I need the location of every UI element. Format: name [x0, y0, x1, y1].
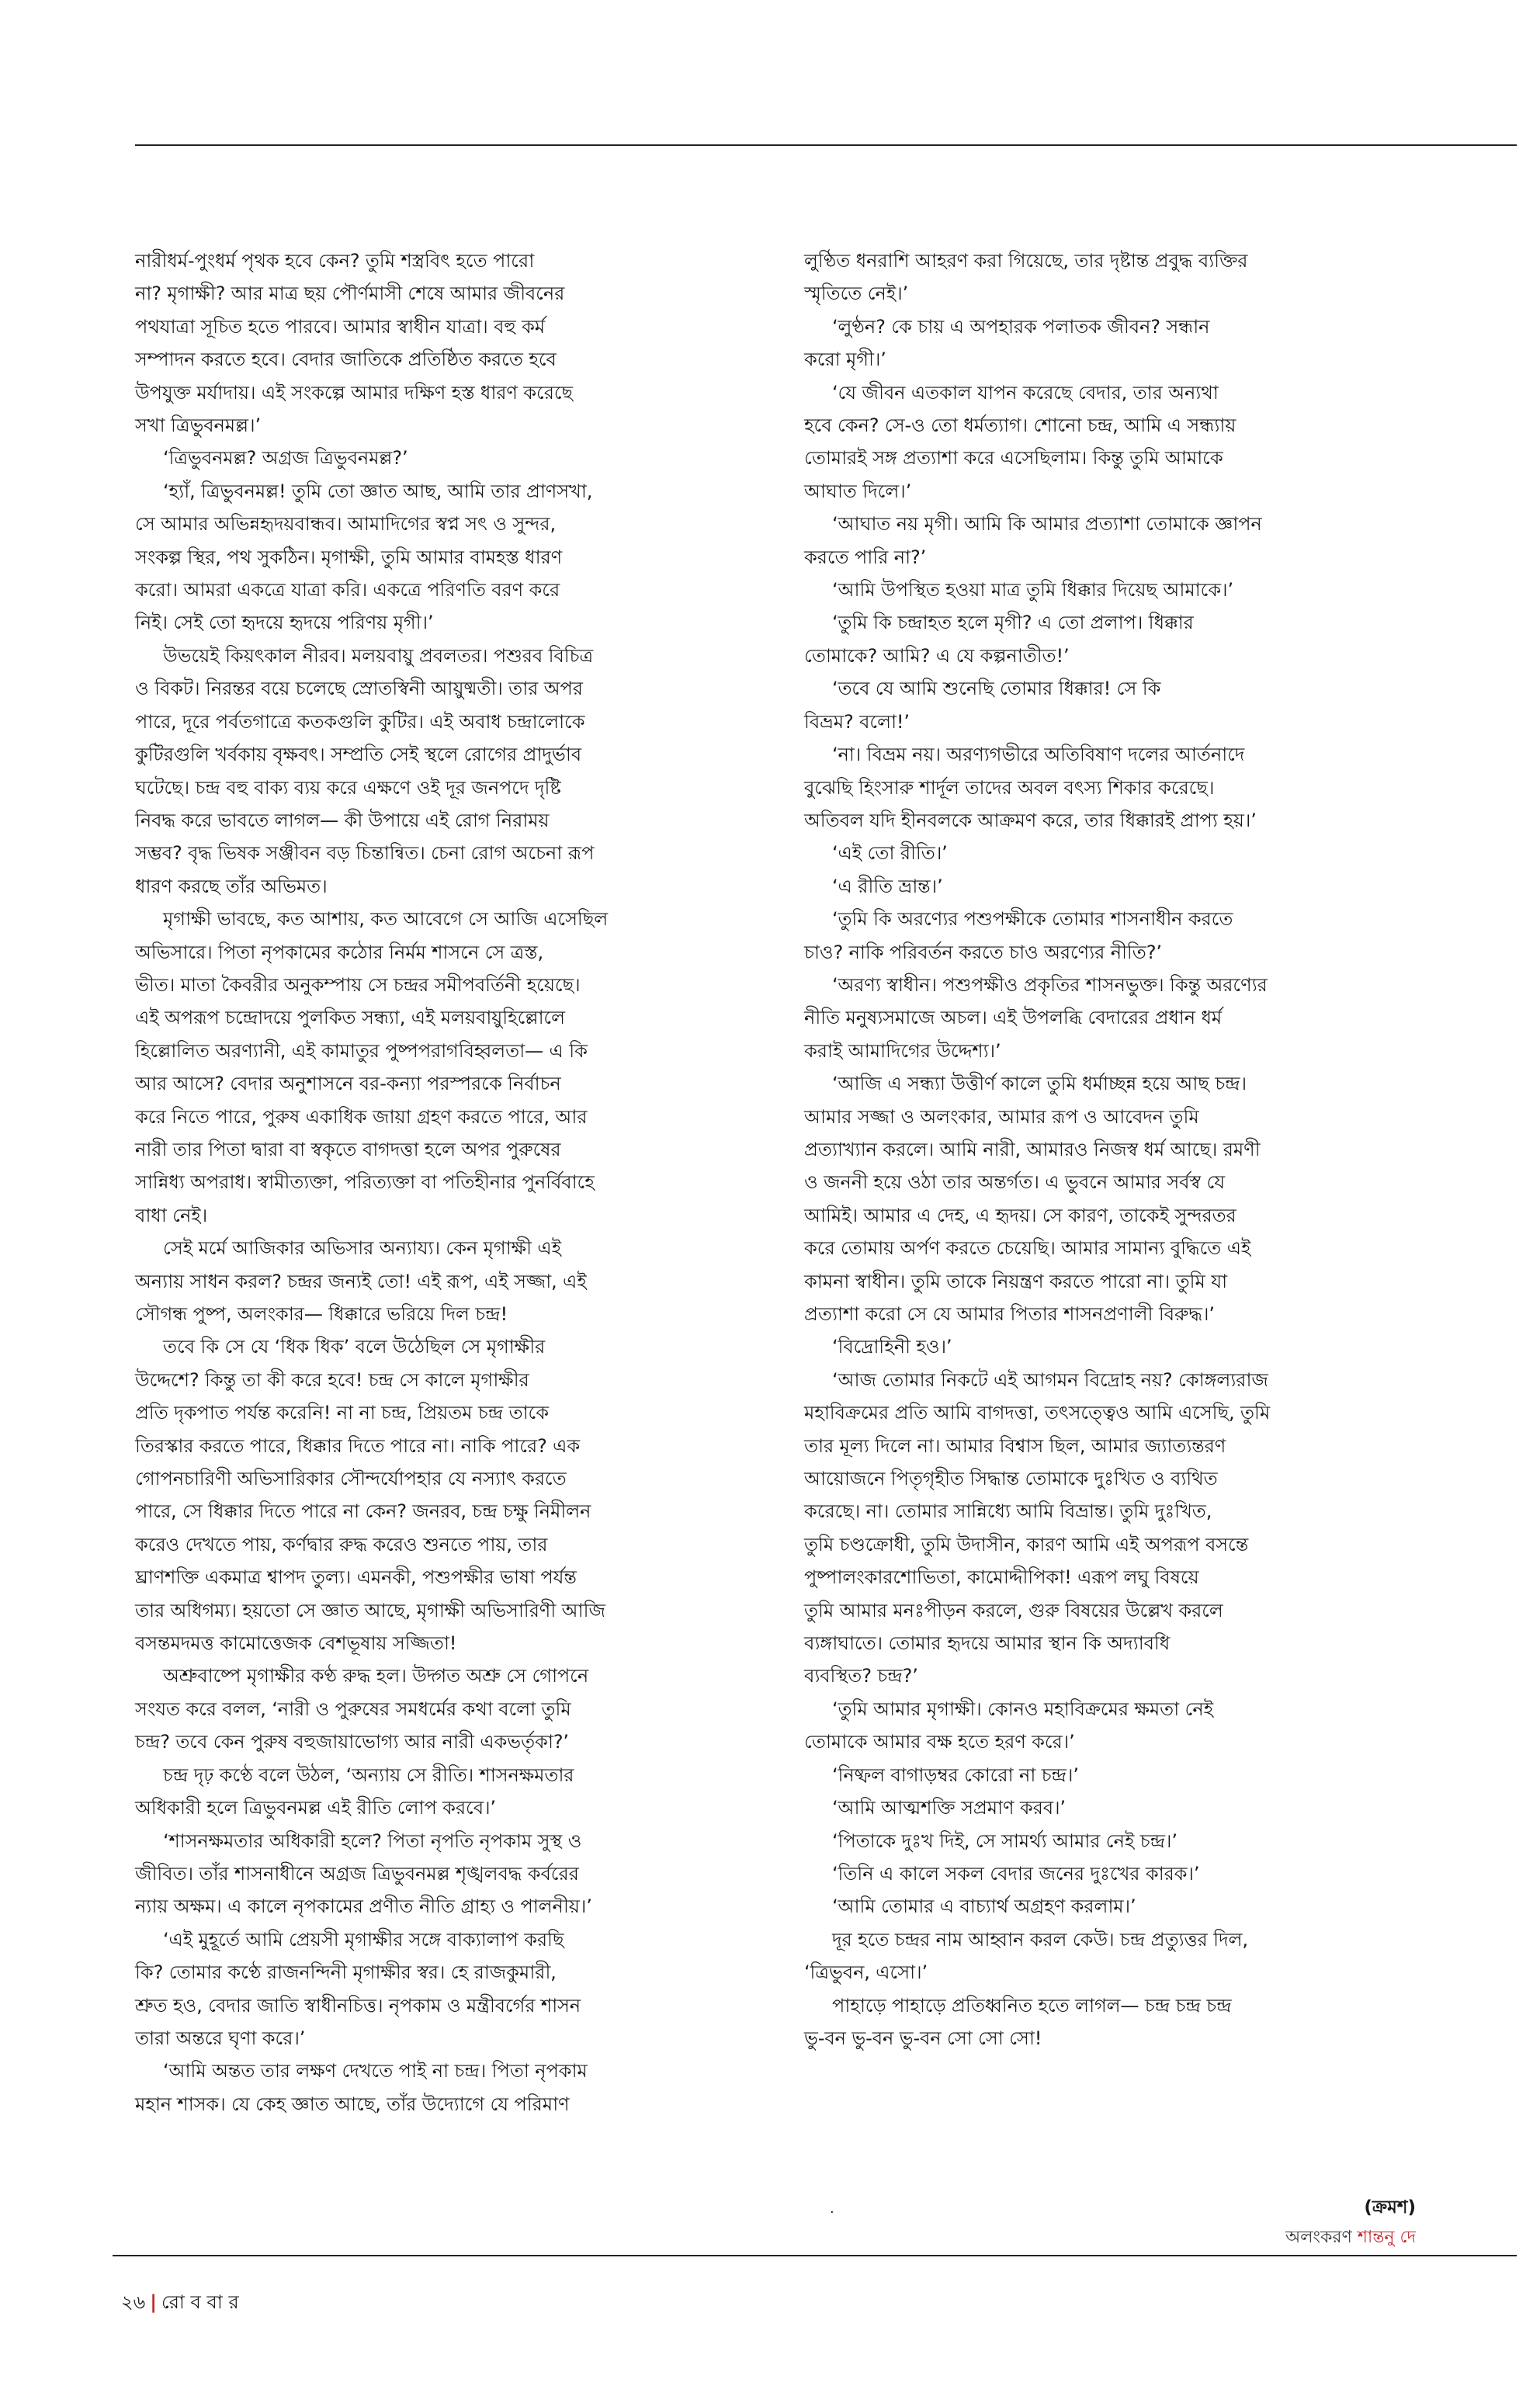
- text-line: সান্নিধ্য অপরাধ। স্বামীত্যক্তা, পরিত্যক্তা বা পতিহীনার পুনর্বিবাহে: [135, 1171, 595, 1194]
- text-line: করো। আমরা একত্রে যাত্রা করি। একত্রে পরিণতি বরণ করে: [135, 579, 560, 602]
- text-line: মহাবিক্রমের প্রতি আমি বাগদত্তা, তৎসত্ত্বেও আমি এসেছি, তুমি: [804, 1402, 1271, 1424]
- text-line: না? মৃগাক্ষী? আর মাত্র ছয় পৌর্ণমাসী শেষে আমার জীবনের: [135, 283, 565, 305]
- credit-prefix: অলংকরণ: [1285, 2228, 1352, 2247]
- text-line: ‘না। বিভ্রম নয়। অরণ্যগভীরে অতিবিষাণ দলের আর্তনাদে: [832, 744, 1245, 766]
- text-line: বুঝেছি হিংসারু শার্দূল তাদের অবল বৎস্য শিকার করেছে।: [804, 776, 1215, 799]
- text-line: সৌগন্ধ পুষ্প, অলংকার— ধিক্কারে ভরিয়ে দিল চন্দ্র!: [135, 1303, 508, 1325]
- text-line: ‘এই মুহূর্তে আমি প্রেয়সী মৃগাক্ষীর সঙ্গে বাক্যালাপ করছি: [163, 1928, 564, 1951]
- text-line: ‘আমি উপস্থিত হওয়া মাত্র তুমি ধিক্কার দিয়েছ আমাকে।’: [832, 579, 1233, 602]
- text-line: করো মৃগী।’: [804, 349, 886, 371]
- text-line: তারা অন্তরে ঘৃণা করে।’: [135, 2027, 306, 2049]
- right-column: [804, 245, 1394, 2055]
- text-line: ‘আজ তোমার নিকটে এই আগমন বিদ্রোহ নয়? কোঙ্গল্যরাজ: [832, 1368, 1268, 1391]
- text-line: কুটিরগুলি খর্বকায় বৃক্ষবৎ। সম্প্রতি সেই স্থলে রোগের প্রাদুর্ভাব: [135, 744, 582, 766]
- text-line: তুমি আমার মনঃপীড়ন করলে, গুরু বিষয়ের উল্লেখ করলে: [804, 1599, 1223, 1621]
- text-line: ‘আমি তোমার এ বাচ্যার্থ অগ্রহণ করলাম।’: [832, 1895, 1136, 1918]
- text-line: ‘তুমি কি অরণ্যের পশুপক্ষীকে তোমার শাসনাধীন করতে: [832, 908, 1233, 931]
- text-line: ‘তুমি কি চন্দ্রাহত হলে মৃগী? এ তো প্রলাপ। ধিক্কার: [832, 612, 1194, 634]
- text-line: ‘লুণ্ঠন? কে চায় এ অপহারক পলাতক জীবন? সন্ধান: [832, 315, 1210, 338]
- stray-dot: .: [830, 2201, 834, 2217]
- text-line: প্রতি দৃকপাত পর্যন্ত করেনি! না না চন্দ্র, প্রিয়তম চন্দ্র তাকে: [135, 1402, 549, 1424]
- text-line: তোমাকে? আমি? এ যে কল্পনাতীত!’: [804, 644, 1070, 667]
- text-line: মৃগাক্ষী ভাবছে, কত আশায়, কত আবেগে সে আজি এসেছিল: [163, 908, 609, 931]
- text-line: প্রত্যাখ্যান করলে। আমি নারী, আমারও নিজস্ব ধর্ম আছে। রমণী: [804, 1138, 1261, 1160]
- text-line: করাই আমাদিগের উদ্দেশ্য।’: [804, 1039, 1001, 1062]
- text-line: অধিকারী হলে ত্রিভুবনমল্ল এই রীতি লোপ করবে।’: [135, 1797, 496, 1819]
- text-line: কামনা স্বাধীন। তুমি তাকে নিয়ন্ত্রণ করতে পারো না। তুমি যা: [804, 1270, 1227, 1292]
- text-line: তার অধিগম্য। হয়তো সে জ্ঞাত আছে, মৃগাক্ষী অভিসারিণী আজি: [135, 1599, 606, 1621]
- text-line: ‘এ রীতি ভ্রান্ত।’: [832, 875, 943, 897]
- text-line: প্রত্যাশা করো সে যে আমার পিতার শাসনপ্রণালী বিরুদ্ধ।’: [804, 1303, 1215, 1325]
- text-line: চাও? নাকি পরিবর্তন করতে চাও অরণ্যের নীতি?’: [804, 941, 1162, 963]
- text-line: পথযাত্রা সূচিত হতে পারবে। আমার স্বাধীন যাত্রা। বহু কর্ম: [135, 315, 546, 338]
- text-line: ‘আমি আত্মশক্তি সপ্রমাণ করব।’: [832, 1797, 1066, 1819]
- text-line: ব্যঙ্গাঘাতে। তোমার হৃদয়ে আমার স্থান কি অদ্যাবধি: [804, 1632, 1171, 1655]
- page-number: ২৬: [121, 2291, 146, 2313]
- text-line: নারী তার পিতা দ্বারা বা স্বকৃতে বাগদত্তা হলে অপর পুরুষের: [135, 1138, 561, 1160]
- text-line: ‘শাসনক্ষমতার অধিকারী হলে? পিতা নৃপতি নৃপকাম সুস্থ ও: [163, 1829, 582, 1852]
- page-footer: [121, 2288, 239, 2319]
- text-line: তার মূল্য দিলে না। আমার বিশ্বাস ছিল, আমার জ্যাত্যন্তরণ: [804, 1434, 1226, 1457]
- text-line: আঘাত দিলে।’: [804, 480, 912, 502]
- text-line: পুষ্পালংকারশোভিতা, কামোদ্দীপিকা! এরূপ লঘু বিষয়ে: [804, 1566, 1199, 1589]
- text-line: আমার সজ্জা ও অলংকার, আমার রূপ ও আবেদন তুমি: [804, 1105, 1199, 1128]
- text-line: ‘ত্রিভুবন, এসো।’: [804, 1961, 928, 1984]
- continued-label: (ক্রমশ): [1364, 2197, 1416, 2218]
- text-line: ‘অরণ্য স্বাধীন। পশুপক্ষীও প্রকৃতির শাসনভুক্ত। কিন্তু অরণ্যের: [832, 973, 1268, 996]
- text-line: চন্দ্র দৃঢ় কণ্ঠে বলে উঠল, ‘অন্যায় সে রীতি। শাসনক্ষমতার: [163, 1764, 574, 1786]
- text-line: করে নিতে পারে, পুরুষ একাধিক জায়া গ্রহণ করতে পারে, আর: [135, 1105, 588, 1128]
- text-line: ভীত। মাতা কৈবরীর অনুকম্পায় সে চন্দ্রর সমীপবর্তিনী হয়েছে।: [135, 973, 581, 996]
- bottom-rule: [113, 2255, 1517, 2256]
- text-line: উভয়েই কিয়ৎকাল নীরব। মলয়বায়ু প্রবলতর। পশুরব বিচিত্র: [163, 644, 594, 667]
- text-line: মহান শাসক। যে কেহ জ্ঞাত আছে, তাঁর উদ্যোগে যে পরিমাণ: [135, 2093, 570, 2115]
- text-line: অভিসারে। পিতা নৃপকামের কঠোর নির্মম শাসনে সে ত্রস্ত,: [135, 941, 543, 963]
- text-line: ‘ত্রিভুবনমল্ল? অগ্রজ ত্রিভুবনমল্ল?’: [163, 447, 408, 470]
- text-line: তোমারই সঙ্গ প্রত্যাশা করে এসেছিলাম। কিন্তু তুমি আমাকে: [804, 447, 1223, 470]
- text-line: সংকল্প স্থির, পথ সুকঠিন। মৃগাক্ষী, তুমি আমার বামহস্ত ধারণ: [135, 546, 562, 568]
- text-line: ‘পিতাকে দুঃখ দিই, সে সামর্থ্য আমার নেই চন্দ্র।’: [832, 1829, 1178, 1852]
- text-line: ন্যায় অক্ষম। এ কালে নৃপকামের প্রণীত নীতি গ্রাহ্য ও পালনীয়।’: [135, 1895, 592, 1918]
- text-line: অন্যায় সাধন করল? চন্দ্রর জন্যই তো! এই রূপ, এই সজ্জা, এই: [135, 1270, 587, 1292]
- text-line: বাধা নেই।: [135, 1204, 208, 1226]
- text-line: জীবিত। তাঁর শাসনাধীনে অগ্রজ ত্রিভুবনমল্ল শৃঙ্খলবদ্ধ কর্বরের: [135, 1862, 579, 1885]
- text-line: ‘আমি অন্তত তার লক্ষণ দেখতে পাই না চন্দ্র। পিতা নৃপকাম: [163, 2060, 588, 2083]
- text-line: ঘ্রাণশক্তি একমাত্র শ্বাপদ তুল্য। এমনকী, পশুপক্ষীর ভাষা পর্যন্ত: [135, 1566, 577, 1589]
- text-line: উপযুক্ত মর্যাদায়। এই সংকল্পে আমার দক্ষিণ হস্ত ধারণ করেছে: [135, 381, 574, 404]
- text-line: সম্ভব? বৃদ্ধ ভিষক সঞ্জীবন বড় চিন্তান্বিত। চেনা রোগ অচেনা রূপ: [135, 842, 595, 865]
- text-line: পারে, দূরে পর্বতগাত্রে কতকগুলি কুটির। এই অবাধ চন্দ্রালোকে: [135, 710, 585, 733]
- text-line: বসন্তমদমত্ত কামোত্তেজক বেশভূষায় সজ্জিতা!: [135, 1632, 457, 1655]
- text-line: হিল্লোলিত অরণ্যানী, এই কামাতুর পুষ্পপরাগবিহ্বলতা— এ কি: [135, 1039, 588, 1062]
- text-line: ‘তবে যে আমি শুনেছি তোমার ধিক্কার! সে কি: [832, 678, 1161, 700]
- text-line: দূর হতে চন্দ্রর নাম আহ্বান করল কেউ। চন্দ্র প্রত্যুত্তর দিল,: [832, 1928, 1248, 1951]
- text-line: করতে পারি না?’: [804, 546, 927, 568]
- text-line: সম্পাদন করতে হবে। বেদার জাতিকে প্রতিষ্ঠিত করতে হবে: [135, 349, 557, 371]
- text-line: নারীধর্ম-পুংধর্ম পৃথক হবে কেন? তুমি শস্ত্রবিৎ হতে পারো: [135, 250, 535, 272]
- text-line: ‘তুমি আমার মৃগাক্ষী। কোনও মহাবিক্রমের ক্ষমতা নেই: [832, 1698, 1213, 1720]
- text-line: অশ্রুবাষ্পে মৃগাক্ষীর কণ্ঠ রুদ্ধ হল। উদ্গত অশ্রু সে গোপনে: [163, 1665, 589, 1687]
- text-line: ‘আঘাত নয় মৃগী। আমি কি আমার প্রত্যাশা তোমাকে জ্ঞাপন: [832, 513, 1262, 536]
- text-line: আর আসে? বেদার অনুশাসনে বর-কন্যা পরস্পরকে নির্বাচন: [135, 1073, 561, 1095]
- text-line: ‘যে জীবন এতকাল যাপন করেছে বেদার, তার অন্যথা: [832, 381, 1219, 404]
- text-line: তবে কি সে যে ‘ধিক ধিক’ বলে উঠেছিল সে মৃগাক্ষীর: [163, 1336, 546, 1358]
- text-line: কি? তোমার কণ্ঠে রাজনন্দিনী মৃগাক্ষীর স্বর। হে রাজকুমারী,: [135, 1961, 557, 1984]
- text-line: তিরস্কার করতে পারে, ধিক্কার দিতে পারে না। নাকি পারে? এক: [135, 1434, 581, 1457]
- text-line: ও বিকট। নিরন্তর বয়ে চলেছে স্রোতস্বিনী আয়ুষ্মতী। তার অপর: [135, 678, 583, 700]
- text-line: হবে কেন? সে-ও তো ধর্মত্যাগ। শোনো চন্দ্র, আমি এ সন্ধ্যায়: [804, 414, 1237, 437]
- text-line: করে তোমায় অর্পণ করতে চেয়েছি। আমার সামান্য বুদ্ধিতে এই: [804, 1237, 1251, 1260]
- text-line: করেও দেখতে পায়, কর্ণদ্বার রুদ্ধ করেও শুনতে পায়, তার: [135, 1533, 548, 1555]
- text-line: তুমি চণ্ডক্রোধী, তুমি উদাসীন, কারণ আমি এই অপরূপ বসন্তে: [804, 1533, 1249, 1555]
- text-line: সংযত করে বলল, ‘নারী ও পুরুষের সমধর্মের কথা বলো তুমি: [135, 1698, 571, 1720]
- text-line: পারে, সে ধিক্কার দিতে পারে না কেন? জনরব, চন্দ্র চক্ষু নিমীলন: [135, 1500, 591, 1523]
- text-line: ভু-বন ভু-বন ভু-বন সো সো সো!: [804, 2027, 1042, 2049]
- text-line: সেই মর্মে আজিকার অভিসার অন্যায্য। কেন মৃগাক্ষী এই: [163, 1237, 561, 1260]
- text-line: ‘বিদ্রোহিনী হও।’: [832, 1336, 952, 1358]
- text-line: আয়োজনে পিতৃগৃহীত সিদ্ধান্ত তোমাকে দুঃখিত ও ব্যথিত: [804, 1468, 1218, 1490]
- text-line: এই অপরূপ চন্দ্রোদয়ে পুলকিত সন্ধ্যা, এই মলয়বায়ুহিল্লোলে: [135, 1007, 565, 1029]
- text-line: ‘এই তো রীতি।’: [832, 842, 948, 865]
- text-line: ‘হ্যাঁ, ত্রিভুবনমল্ল! তুমি তো জ্ঞাত আছ, আমি তার প্রাণসখা,: [163, 480, 593, 502]
- text-line: চন্দ্র? তবে কেন পুরুষ বহুজায়াভোগ্য আর নারী একভর্তৃকা?’: [135, 1731, 569, 1753]
- text-line: নীতি মনুষ্যসমাজে অচল। এই উপলব্ধি বেদারের প্রধান ধর্ম: [804, 1007, 1223, 1029]
- illustration-credit: [1285, 2224, 1416, 2253]
- text-line: ‘নিষ্ফল বাগাড়ম্বর কোরো না চন্দ্র।’: [832, 1764, 1079, 1786]
- text-line: ও জননী হয়ে ওঠা তার অন্তর্গত। এ ভুবনে আমার সর্বস্ব যে: [804, 1171, 1225, 1194]
- text-line: অতিবল যদি হীনবলকে আক্রমণ করে, তার ধিক্কারই প্রাপ্য হয়।’: [804, 809, 1257, 831]
- text-line: আমিই। আমার এ দেহ, এ হৃদয়। সে কারণ, তাকেই সুন্দরতর: [804, 1204, 1237, 1226]
- text-line: ঘটেছে। চন্দ্র বহু বাক্য ব্যয় করে এক্ষণে ওই দূর জনপদে দৃষ্টি: [135, 776, 561, 799]
- top-rule: [135, 144, 1517, 146]
- text-line: সে আমার অভিন্নহৃদয়বান্ধব। আমাদিগের স্বপ্ন সৎ ও সুন্দর,: [135, 513, 556, 536]
- text-line: স্মৃতিতে নেই।’: [804, 283, 909, 305]
- credit-artist: শান্তনু দে: [1357, 2228, 1416, 2247]
- text-line: ‘তিনি এ কালে সকল বেদার জনের দুঃখের কারক।’: [832, 1862, 1200, 1885]
- text-line: তোমাকে আমার বক্ষ হতে হরণ করে।’: [804, 1731, 1075, 1753]
- text-line: শ্রুত হও, বেদার জাতি স্বাধীনচিত্ত। নৃপকাম ও মন্ত্রীবর্গের শাসন: [135, 1994, 581, 2017]
- left-column: [135, 245, 725, 2121]
- text-line: পাহাড়ে পাহাড়ে প্রতিধ্বনিত হতে লাগল— চন্দ্র চন্দ্র চন্দ্র: [832, 1994, 1232, 2017]
- text-line: নিবদ্ধ করে ভাবতে লাগল— কী উপায়ে এই রোগ নিরাময়: [135, 809, 550, 831]
- text-line: ‘আজি এ সন্ধ্যা উত্তীর্ণ কালে তুমি ধর্মাচ্ছন্ন হয়ে আছ চন্দ্র।: [832, 1073, 1247, 1095]
- text-line: লুণ্ঠিত ধনরাশি আহরণ করা গিয়েছে, তার দৃষ্টান্ত প্রবুদ্ধ ব্যক্তির: [804, 250, 1248, 272]
- magazine-name: রো ব বা র: [161, 2291, 239, 2313]
- text-line: উদ্দেশে? কিন্তু তা কী করে হবে! চন্দ্র সে কালে মৃগাক্ষীর: [135, 1368, 529, 1391]
- text-line: ব্যবস্থিত? চন্দ্র?’: [804, 1665, 918, 1687]
- footer-separator: |: [150, 2291, 157, 2313]
- text-line: ধারণ করছে তাঁর অভিমত।: [135, 875, 328, 897]
- text-line: করেছে। না। তোমার সান্নিধ্যে আমি বিভ্রান্ত। তুমি দুঃখিত,: [804, 1500, 1212, 1523]
- text-line: নিই। সেই তো হৃদয়ে হৃদয়ে পরিণয় মৃগী।’: [135, 612, 434, 634]
- text-line: বিভ্রম? বলো!’: [804, 710, 910, 733]
- text-line: সখা ত্রিভুবনমল্ল।’: [135, 414, 261, 437]
- text-line: গোপনচারিণী অভিসারিকার সৌন্দর্যোপহার যে নস্যাৎ করতে: [135, 1468, 567, 1490]
